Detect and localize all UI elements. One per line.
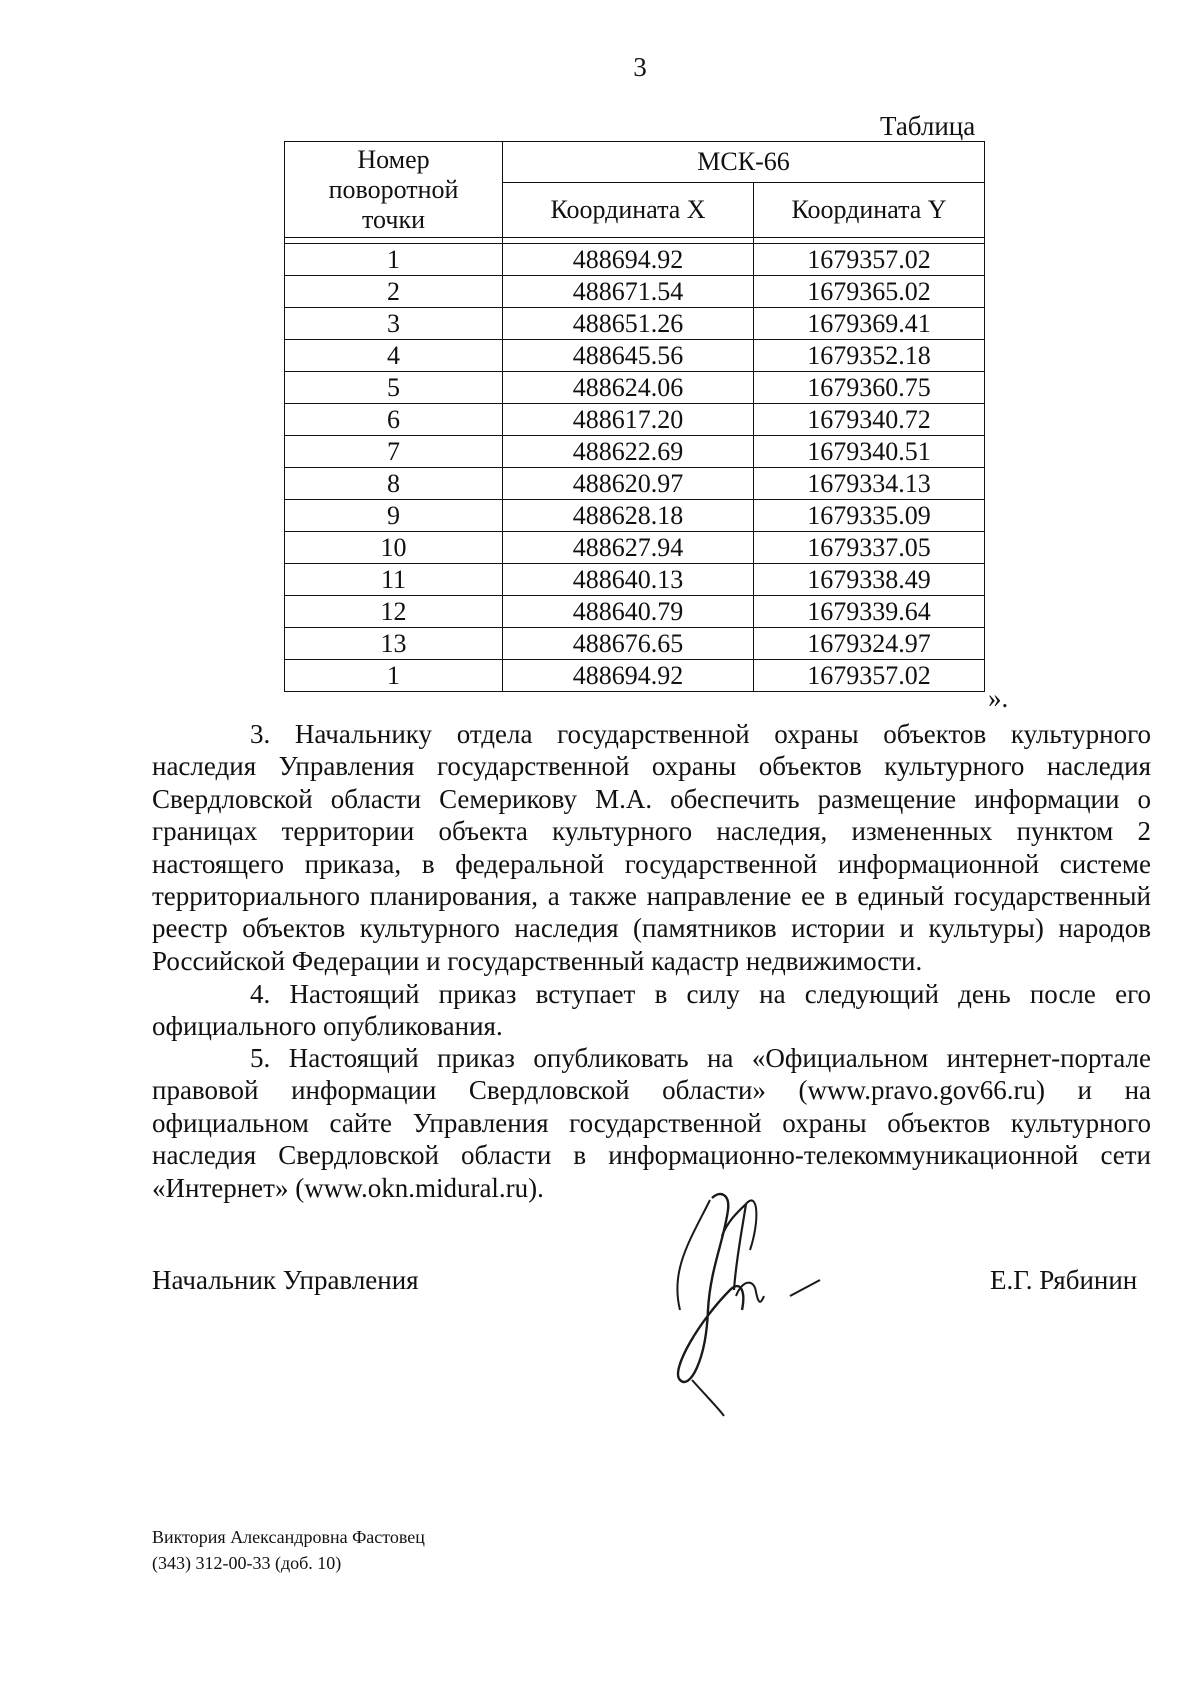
- executor-info: [152, 1524, 425, 1576]
- cell-point-number: 3: [285, 308, 503, 340]
- table-row: [285, 628, 985, 660]
- cell-coordinate-x: 488620.97: [503, 468, 754, 500]
- paragraph-4: [152, 978, 1151, 1043]
- signer-name: Е.Г. Рябинин: [990, 1265, 1138, 1295]
- cell-coordinate-x: 488694.92: [503, 660, 754, 692]
- cell-point-number: 1: [285, 244, 503, 276]
- cell-point-number: 5: [285, 372, 503, 404]
- cell-coordinate-x: 488628.18: [503, 500, 754, 532]
- cell-point-number: 9: [285, 500, 503, 532]
- cell-coordinate-y: 1679360.75: [754, 372, 985, 404]
- cell-coordinate-y: 1679324.97: [754, 628, 985, 660]
- cell-coordinate-y: 1679338.49: [754, 564, 985, 596]
- page-number: 3: [633, 52, 647, 82]
- cell-point-number: 8: [285, 468, 503, 500]
- table-row: [285, 660, 985, 692]
- cell-coordinate-x: 488627.94: [503, 532, 754, 564]
- table-row: [285, 596, 985, 628]
- header-coordinate-x: Координата X: [503, 183, 754, 238]
- paragraph-5-text: 5. Настоящий приказ опубликовать на «Официальном интернет-портале правовой информации Свердловской области» (www.pravo.gov66.ru) и на официальном сайте Управления государственной охраны объектов культурного наследия Свердловской области в информационно-телекоммуникационной сети «Интернет» (www.okn.midural.ru).: [152, 1043, 1151, 1203]
- cell-coordinate-y: 1679365.02: [754, 276, 985, 308]
- cell-point-number: 6: [285, 404, 503, 436]
- table-row: [285, 532, 985, 564]
- cell-coordinate-x: 488640.79: [503, 596, 754, 628]
- paragraph-4-text: 4. Настоящий приказ вступает в силу на следующий день после его официального опубликования.: [152, 979, 1151, 1042]
- signer-title: Начальник Управления: [152, 1265, 419, 1295]
- cell-coordinate-x: 488624.06: [503, 372, 754, 404]
- table-row: [285, 276, 985, 308]
- table-row: [285, 468, 985, 500]
- cell-coordinate-x: 488694.92: [503, 244, 754, 276]
- table-header-row: [285, 142, 985, 183]
- cell-coordinate-x: 488671.54: [503, 276, 754, 308]
- cell-coordinate-y: 1679335.09: [754, 500, 985, 532]
- cell-coordinate-y: 1679339.64: [754, 596, 985, 628]
- table-row: [285, 564, 985, 596]
- cell-coordinate-y: 1679352.18: [754, 340, 985, 372]
- cell-coordinate-y: 1679334.13: [754, 468, 985, 500]
- cell-coordinate-x: 488617.20: [503, 404, 754, 436]
- header-coordinate-y: Координата Y: [754, 183, 985, 238]
- cell-point-number: 4: [285, 340, 503, 372]
- cell-point-number: 13: [285, 628, 503, 660]
- handwritten-signature: [650, 1180, 870, 1420]
- table-body: [285, 244, 985, 692]
- table-closing-mark: ».: [988, 683, 1009, 713]
- cell-point-number: 11: [285, 564, 503, 596]
- cell-point-number: 7: [285, 436, 503, 468]
- cell-coordinate-x: 488676.65: [503, 628, 754, 660]
- cell-coordinate-x: 488622.69: [503, 436, 754, 468]
- table-row: [285, 500, 985, 532]
- cell-coordinate-y: 1679340.72: [754, 404, 985, 436]
- cell-point-number: 1: [285, 660, 503, 692]
- coordinates-table: [284, 141, 985, 692]
- table-row: [285, 372, 985, 404]
- executor-phone: (343) 312-00-33 (доб. 10): [152, 1553, 342, 1573]
- executor-name: Виктория Александровна Фастовец: [152, 1527, 425, 1547]
- table-row: [285, 308, 985, 340]
- cell-coordinate-y: 1679357.02: [754, 660, 985, 692]
- table-row: [285, 244, 985, 276]
- header-point-number: [285, 142, 503, 238]
- cell-point-number: 12: [285, 596, 503, 628]
- paragraph-3: [152, 718, 1151, 977]
- header-point-number-line-3: точки: [362, 204, 425, 234]
- cell-coordinate-y: 1679369.41: [754, 308, 985, 340]
- paragraph-3-text: 3. Начальнику отдела государственной охраны объектов культурного наследия Управления государственной охраны объектов культурного наследия Свердловской области Семерикову М.А. обеспечить размещение информации о границах территории объекта культурного наследия, измененных пунктом 2 настоящего приказа, в федеральной государственной информационной системе территориального планирования, а также направление ее в единый государственный реестр объектов культурного наследия (памятников истории и культуры) народов Российской Федерации и государственный кадастр недвижимости.: [152, 719, 1151, 976]
- cell-coordinate-y: 1679357.02: [754, 244, 985, 276]
- cell-coordinate-x: 488651.26: [503, 308, 754, 340]
- cell-coordinate-y: 1679340.51: [754, 436, 985, 468]
- table-row: [285, 436, 985, 468]
- cell-coordinate-y: 1679337.05: [754, 532, 985, 564]
- cell-point-number: 2: [285, 276, 503, 308]
- table-row: [285, 340, 985, 372]
- header-point-number-line-1: Номер: [357, 144, 430, 174]
- header-coordinate-system: МСК-66: [503, 142, 985, 183]
- cell-point-number: 10: [285, 532, 503, 564]
- table-row: [285, 404, 985, 436]
- cell-coordinate-x: 488640.13: [503, 564, 754, 596]
- cell-coordinate-x: 488645.56: [503, 340, 754, 372]
- table-caption: Таблица: [880, 111, 976, 141]
- header-point-number-line-2: поворотной: [328, 174, 459, 204]
